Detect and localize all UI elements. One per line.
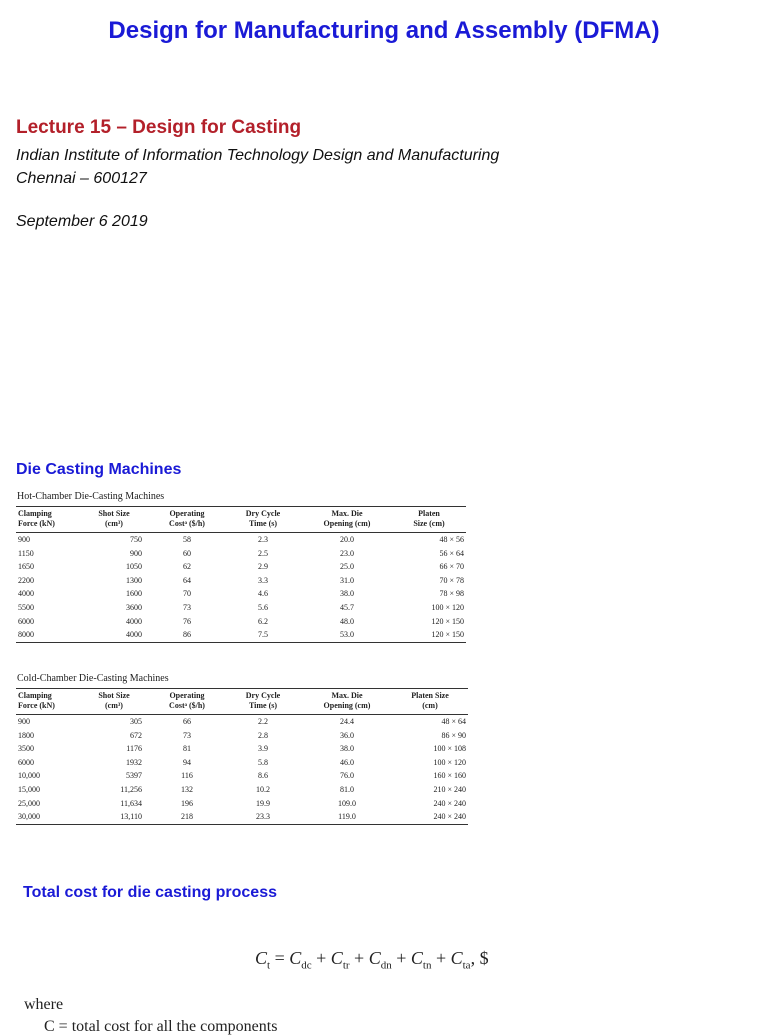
table-cell: 23.3 [224,810,302,824]
table-cell: 6.2 [258,616,268,626]
table-row [16,587,466,601]
table-cell: 94 [183,757,191,767]
table-cell: 2.5 [258,548,268,558]
table-cell: 6000 [18,616,34,626]
table-cell: 240 × 240 [433,798,466,808]
table-cell: 120 × 150 [431,616,464,626]
table-cell: 900 [18,717,30,726]
table-cell: 31.0 [340,575,354,585]
table-row [16,628,466,642]
column-header [150,507,224,533]
table-cell: 900 [18,535,30,544]
table-cell: 56 × 64 [439,548,464,558]
column-header-line: Size (cm) [413,519,445,528]
column-header-line: Dry Cycle [245,509,281,518]
table-cell: 66 × 70 [439,562,464,572]
formula-term: $C_{tr}$ [330,948,350,972]
table-cell: 38.0 [340,744,354,754]
table-cell: 64 [183,575,191,585]
column-header-line: Time (s) [248,701,278,710]
column-header [224,507,302,533]
cold-table-body [16,715,468,825]
table-cell: 116 [181,771,193,781]
table-row [16,810,468,824]
table-cell: 1932 [126,757,142,767]
hot-chamber-table [16,506,466,643]
table-cell: 11,256 [120,784,142,794]
column-header-line: Opening (cm) [323,519,371,528]
table-row [16,742,468,756]
table-cell: 38.0 [340,589,354,599]
table-cell: 1300 [126,575,142,585]
column-header-line: Operating [169,691,205,700]
table-cell: 53.0 [302,628,392,642]
table-cell: 1650 [18,562,34,572]
cold-chamber-table [16,688,468,825]
column-header-line: Platen Size [411,691,449,700]
column-header-line: Shot Size [98,691,130,700]
cold-header-row [16,689,468,715]
table-cell: 81.0 [340,784,354,794]
table-cell: 30,000 [16,810,84,824]
formula-unit: $ [479,948,489,968]
hot-header-row [16,507,466,533]
table-cell: 672 [130,730,142,740]
column-header-line: Dry Cycle [245,691,281,700]
column-header [16,689,84,715]
formula-term: $C_{tn}$ [410,948,432,972]
column-header-line: Costᵃ ($/h) [169,701,205,710]
column-header [302,689,392,715]
table-cell: 132 [181,784,193,794]
table-cell: 8000 [16,628,84,642]
table-cell: 1176 [126,744,142,754]
table-cell: 20.0 [340,535,354,544]
table-cell: 119.0 [302,810,392,824]
table-cell: 66 [183,717,191,726]
formula-lhs: $C_t$ [255,948,271,972]
table-cell: 2200 [18,575,34,585]
table-cell: 100 × 120 [433,757,466,767]
table-cell: 70 [183,589,191,599]
table-cell: 4000 [18,589,34,599]
cost-heading: Total cost for die casting process [23,884,277,901]
institute-city: Chennai – 600127 [16,170,147,187]
table-cell: 4000 [84,628,150,642]
table-cell: 305 [130,717,142,726]
cold-chamber-caption: Cold-Chamber Die-Casting Machines [17,673,169,684]
column-header-line: Max. Die [331,509,363,518]
table-row [16,797,468,811]
table-cell: 3.9 [258,744,268,754]
column-header-line: Operating [169,509,205,518]
table-cell: 7.5 [224,628,302,642]
column-header-line: Opening (cm) [323,701,371,710]
table-cell: 1150 [18,548,34,558]
column-header-line: Costᵃ ($/h) [169,519,205,528]
page-title: Design for Manufacturing and Assembly (DFMA) [108,17,660,44]
column-header-line: Clamping [18,509,52,518]
table-cell: 81 [183,744,191,754]
column-header [16,507,84,533]
table-row [16,574,466,588]
table-cell: 10.2 [256,784,270,794]
column-header-line: Time (s) [248,519,278,528]
lecture-title: Lecture 15 – Design for Casting [16,117,302,138]
institute-name: Indian Institute of Information Technology Design and Manufacturing [16,147,500,164]
definition-line: C = total cost for all the components [44,1018,278,1035]
column-header [224,689,302,715]
table-cell: 218 [150,810,224,824]
column-header-line: (cm³) [105,519,123,528]
table-row [16,533,466,547]
column-header [392,689,468,715]
table-cell: 15,000 [18,784,40,794]
table-cell: 3500 [18,744,34,754]
table-cell: 25.0 [340,562,354,572]
column-header [84,689,150,715]
table-cell: 58 [183,535,191,544]
table-cell: 86 [150,628,224,642]
table-cell: 4.6 [258,589,268,599]
formula-term: $C_{dc}$ [289,948,312,972]
table-cell: 73 [183,730,191,740]
table-row [16,547,466,561]
column-header-line: Force (kN) [18,701,55,710]
table-cell: 240 × 240 [392,810,468,824]
table-cell: 1800 [18,730,34,740]
table-cell: 48 × 64 [441,717,466,726]
table-cell: 25,000 [18,798,40,808]
formula-term: $C_{dn}$ [368,948,392,972]
table-row [16,615,466,629]
table-row [16,783,468,797]
total-cost-formula: $C_t = C_{dc} + C_{tr} + C_{dn} + C_{tn} + C_{ta}$, $ [255,948,489,972]
table-cell: 76.0 [340,771,354,781]
column-header [84,507,150,533]
table-cell: 100 × 120 [431,602,464,612]
table-cell: 86 × 90 [441,730,466,740]
table-cell: 24.4 [340,717,354,726]
formula-term: $C_{ta}$ [450,948,471,972]
hot-chamber-caption: Hot-Chamber Die-Casting Machines [17,491,165,502]
column-header [392,507,466,533]
table-cell: 2.2 [258,717,268,726]
table-cell: 5.8 [258,757,268,767]
table-cell: 210 × 240 [433,784,466,794]
table-cell: 62 [183,562,191,572]
table-cell: 1050 [126,562,142,572]
table-cell: 60 [183,548,191,558]
table-cell: 3600 [126,602,142,612]
table-row [16,715,468,729]
lecture-date: September 6 2019 [16,213,148,230]
table-cell: 23.0 [340,548,354,558]
table-cell: 70 × 78 [439,575,464,585]
institute-block [16,144,499,190]
table-cell: 3.3 [258,575,268,585]
table-cell: 11,634 [120,798,142,808]
column-header [150,689,224,715]
table-cell: 6000 [18,757,34,767]
table-cell: 160 × 160 [433,771,466,781]
table-cell: 73 [183,602,191,612]
table-cell: 46.0 [340,757,354,767]
hot-table-body [16,533,466,643]
table-cell: 5.6 [258,602,268,612]
table-cell: 10,000 [18,771,40,781]
column-header-line: Force (kN) [18,519,55,528]
table-row [16,756,468,770]
table-cell: 8.6 [258,771,268,781]
column-header-line: (cm³) [105,701,123,710]
table-cell: 78 × 98 [439,589,464,599]
column-header-line: (cm) [422,701,438,710]
table-cell: 120 × 150 [392,628,466,642]
table-cell: 109.0 [338,798,356,808]
table-row [16,729,468,743]
table-cell: 2.8 [258,730,268,740]
table-cell: 36.0 [340,730,354,740]
table-cell: 76 [183,616,191,626]
column-header-line: Platen [418,509,440,518]
table-row [16,601,466,615]
table-cell: 750 [130,535,142,544]
table-cell: 100 × 108 [433,744,466,754]
table-cell: 19.9 [256,798,270,808]
column-header [302,507,392,533]
where-label: where [24,996,64,1013]
table-cell: 45.7 [340,602,354,612]
table-row [16,560,466,574]
table-cell: 2.3 [258,535,268,544]
table-cell: 2.9 [258,562,268,572]
table-row [16,769,468,783]
table-cell: 48.0 [340,616,354,626]
table-cell: 13,110 [84,810,150,824]
column-header-line: Max. Die [331,691,363,700]
table-cell: 4000 [126,616,142,626]
table-cell: 900 [130,548,142,558]
column-header-line: Clamping [18,691,52,700]
table-cell: 1600 [126,589,142,599]
table-cell: 196 [181,798,193,808]
table-cell: 5500 [18,602,34,612]
table-cell: 48 × 56 [439,535,464,544]
machines-heading: Die Casting Machines [16,461,182,478]
column-header-line: Shot Size [98,509,130,518]
table-cell: 5397 [126,771,142,781]
